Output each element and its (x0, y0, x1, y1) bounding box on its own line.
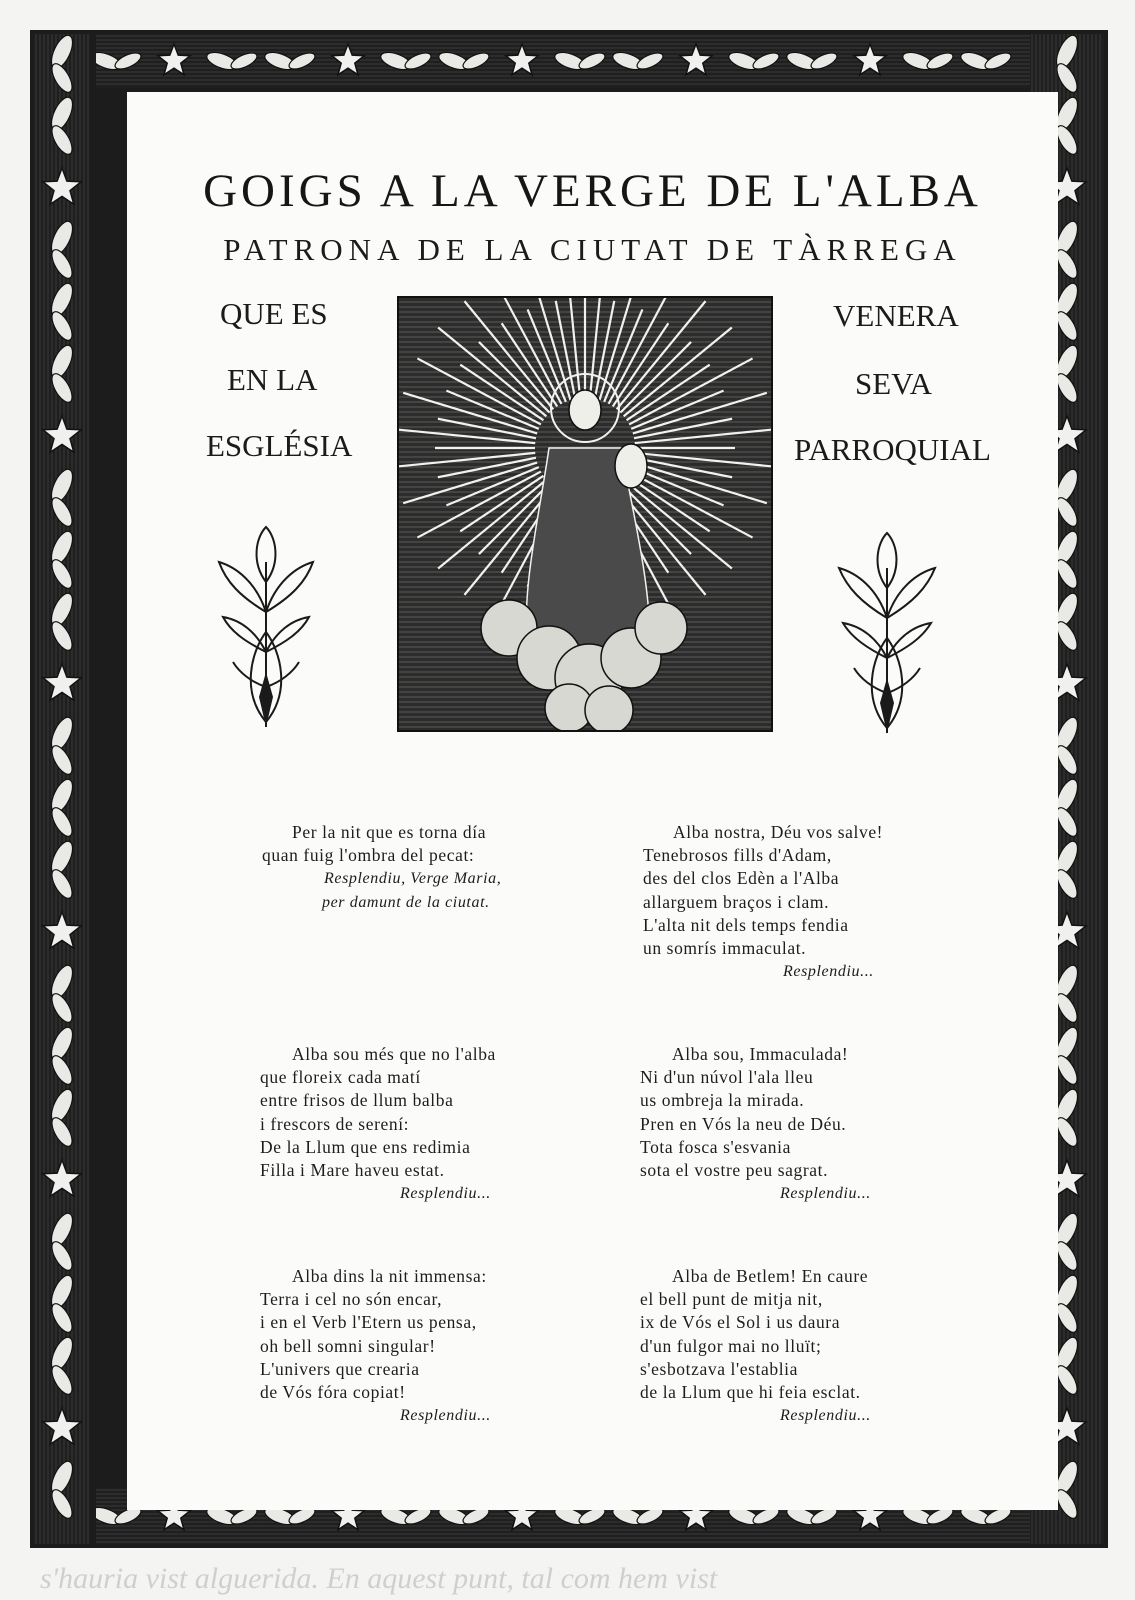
verse-line: entre frisos de llum balba (260, 1090, 454, 1111)
border-top-ornament (96, 34, 1042, 88)
verse-line: quan fuig l'ombra del pecat: (262, 845, 475, 866)
verse-line: Alba de Betlem! En caure (672, 1266, 869, 1286)
side-word-right-3: PARROQUIAL (794, 432, 991, 467)
verse-line: oh bell somni singular! (260, 1335, 436, 1356)
lily-ornament-icon (211, 522, 321, 736)
verse-line: s'esbotzava l'establia (640, 1358, 798, 1379)
verse-line: De la Llum que ens redimia (260, 1136, 471, 1157)
verse-line: Pren en Vós la neu de Déu. (640, 1113, 847, 1134)
verse-line: de Vós fóra copiat! (260, 1382, 406, 1403)
verse-line: Terra i cel no són encar, (260, 1289, 443, 1310)
side-word-left-2: EN LA (227, 362, 318, 397)
verse-line: Per la nit que es torna día (292, 822, 487, 842)
verse-line: sota el vostre peu sagrat. (640, 1160, 829, 1181)
verse-line: i en el Verb l'Etern us pensa, (260, 1312, 477, 1333)
side-word-right-1: VENERA (833, 298, 959, 333)
verse-line: Alba nostra, Déu vos salve! (673, 822, 884, 842)
stanza-2 (643, 821, 883, 983)
verse-line: un somrís immaculat. (643, 938, 807, 959)
refrain: Resplendiu... (400, 1407, 491, 1425)
verse-line: Alba dins la nit immensa: (292, 1266, 487, 1286)
verse-line: el bell punt de mitja nit, (640, 1289, 823, 1310)
verse-line-italic: per damunt de la ciutat. (322, 893, 490, 911)
verse-line: L'alta nit dels temps fendia (643, 914, 849, 935)
bleed-through-text: s'hauria vist alguerida. En aquest punt, tal com hem vist (40, 1562, 718, 1595)
verse-line: i frescors de serení: (260, 1113, 410, 1134)
verse-line: des del clos Edèn a l'Alba (643, 868, 840, 889)
stanza-1 (262, 821, 501, 914)
verse-line: L'univers que crearia (260, 1358, 420, 1379)
verse-line: allarguem braços i clam. (643, 891, 830, 912)
page-content (127, 92, 1058, 1510)
verse-line: de la Llum que hi feia esclat. (640, 1382, 861, 1403)
verse-line: Filla i Mare haveu estat. (260, 1160, 445, 1181)
page-subtitle: PATRONA DE LA CIUTAT DE TÀRREGA (223, 232, 962, 267)
refrain: Resplendiu... (783, 963, 874, 981)
verse-line: us ombreja la mirada. (640, 1090, 805, 1111)
stanza-5 (260, 1265, 491, 1427)
verse-line: d'un fulgor mai no lluït; (640, 1335, 822, 1356)
verse-line: Alba sou, Immaculada! (672, 1044, 849, 1064)
verse-line: Tenebrosos fills d'Adam, (643, 845, 832, 866)
side-word-left-1: QUE ES (220, 296, 328, 331)
stanza-3 (260, 1043, 496, 1205)
stanza-6 (640, 1265, 871, 1427)
side-word-right-2: SEVA (855, 366, 932, 401)
verse-line-italic: Resplendiu, Verge Maria, (324, 870, 502, 888)
page-title: GOIGS A LA VERGE DE L'ALBA (203, 165, 982, 217)
refrain: Resplendiu... (780, 1185, 871, 1203)
side-word-left-3: ESGLÉSIA (206, 428, 353, 463)
lily-ornament-icon (827, 528, 947, 742)
decorative-border (30, 30, 1108, 1548)
refrain: Resplendiu... (780, 1407, 871, 1425)
virgin-engraving (397, 296, 773, 732)
border-left-ornament (34, 34, 90, 1544)
refrain: Resplendiu... (400, 1185, 491, 1203)
verse-line: que floreix cada matí (260, 1067, 421, 1088)
verse-line: Tota fosca s'esvania (640, 1136, 791, 1157)
stanza-4 (640, 1043, 871, 1205)
verse-line: ix de Vós el Sol i us daura (640, 1312, 841, 1333)
verse-line: Alba sou més que no l'alba (292, 1044, 496, 1064)
verse-line: Ni d'un núvol l'ala lleu (640, 1067, 814, 1088)
